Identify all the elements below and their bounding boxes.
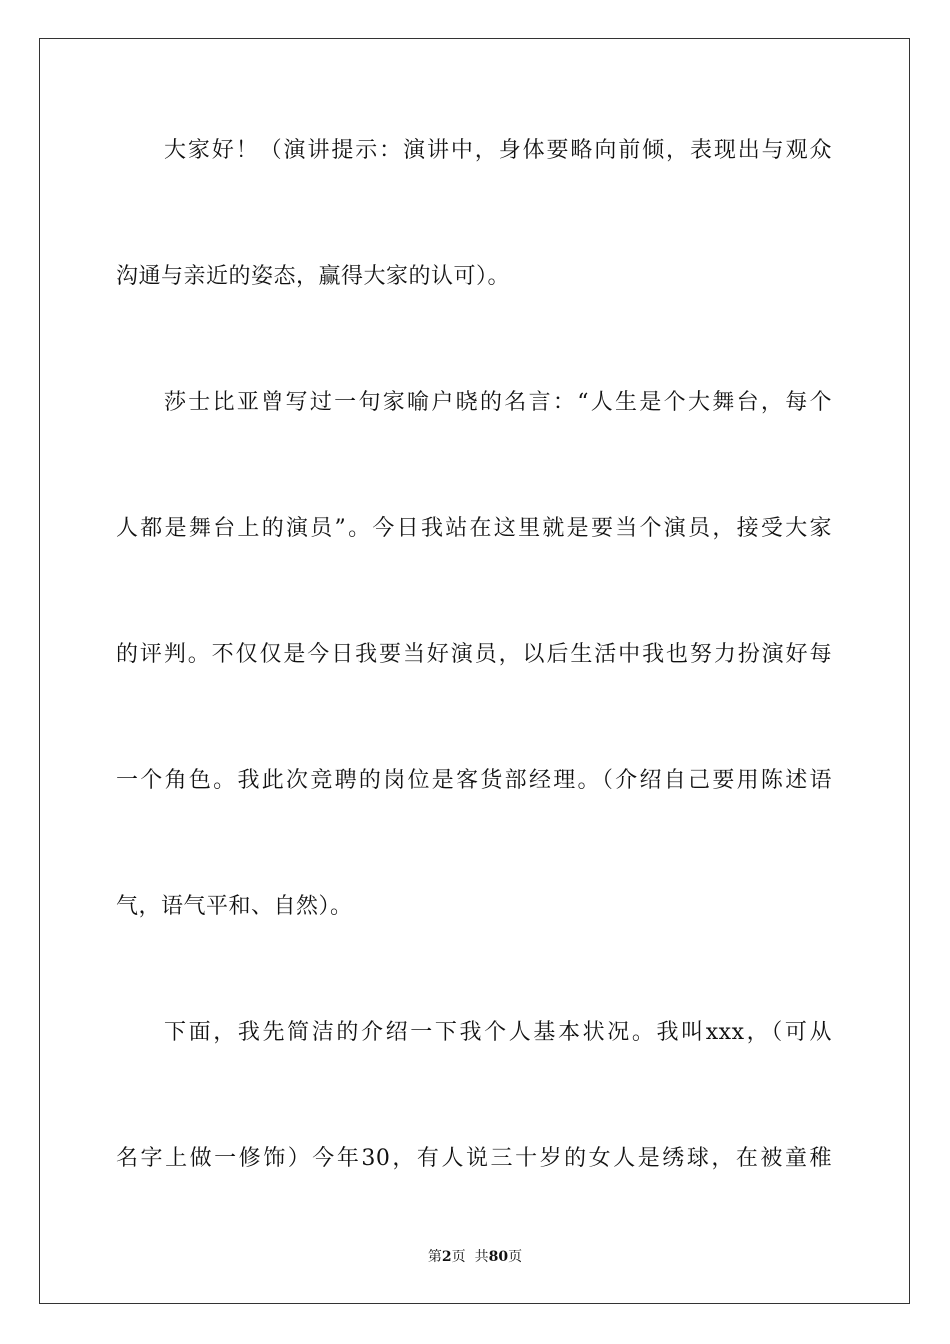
paragraph-line: 人都是舞台上的演员”。今日我站在这里就是要当个演员，接受大家 [116,516,832,541]
footer-middle: 页 共 [451,1249,489,1265]
paragraph-line: 气，语气平和、自然）。 [116,894,353,919]
page-border [39,38,910,1304]
page-footer [0,1248,950,1266]
paragraph-line: 莎士比亚曾写过一句家喻户晓的名言：“人生是个大舞台，每个 [164,390,832,415]
paragraph-line: 名字上做一修饰）今年30，有人说三十岁的女人是绣球，在被童稚 [116,1146,832,1171]
paragraph-line: 大家好！（演讲提示：演讲中，身体要略向前倾，表现出与观众 [164,138,832,163]
current-page-number: 2 [441,1249,452,1265]
paragraph-line: 沟通与亲近的姿态，赢得大家的认可）。 [116,264,511,289]
total-page-count: 80 [488,1249,509,1265]
footer-suffix: 页 [508,1249,523,1265]
paragraph-line: 的评判。不仅仅是今日我要当好演员，以后生活中我也努力扮演好每 [116,642,832,667]
paragraph-line: 一个角色。我此次竞聘的岗位是客货部经理。（介绍自己要用陈述语 [116,768,832,793]
footer-prefix: 第 [427,1249,442,1265]
paragraph-line: 下面，我先简洁的介绍一下我个人基本状况。我叫xxx，（可从 [164,1020,832,1045]
